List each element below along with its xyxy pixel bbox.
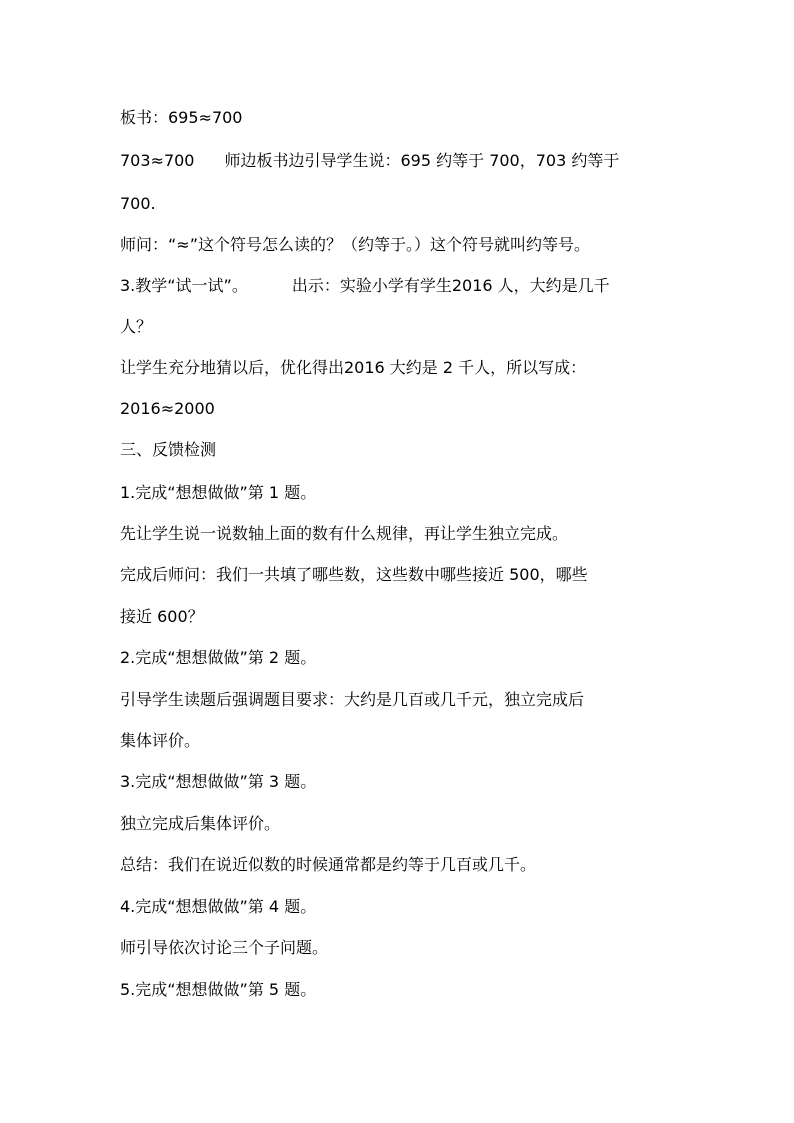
- text-segment: 师边板书边引导学生说：695 约等于 700，703 约等于: [224, 151, 620, 170]
- text-line: 师问：“≈”这个符号怎么读的？（约等于。）这个符号就叫约等号。: [120, 235, 590, 254]
- text-line: [120, 276, 610, 296]
- text-line: 引导学生读题后强调题目要求：大约是几百或几千元，独立完成后: [120, 690, 585, 709]
- text-line: 人？: [120, 317, 153, 336]
- text-line: [120, 151, 619, 171]
- text-line: 独立完成后集体评价。: [120, 814, 281, 833]
- text-line: 总结：我们在说近似数的时候通常都是约等于几百或几千。: [120, 855, 537, 874]
- text-line: 4.完成“想想做做”第 4 题。: [120, 897, 317, 916]
- text-line: 完成后师问：我们一共填了哪些数，这些数中哪些接近 500，哪些: [120, 565, 588, 584]
- text-line: 接近 600？: [120, 607, 204, 626]
- text-line: 集体评价。: [120, 731, 201, 750]
- text-line: 先让学生说一说数轴上面的数有什么规律，再让学生独立完成。: [120, 524, 569, 543]
- text-line: 5.完成“想想做做”第 5 题。: [120, 980, 317, 999]
- text-line: 2.完成“想想做做”第 2 题。: [120, 648, 317, 667]
- equation: 703≈700: [120, 151, 195, 170]
- text-line: 2016≈2000: [120, 399, 215, 418]
- text-line: 师引导依次讨论三个子问题。: [120, 938, 329, 957]
- text-segment: 出示：实验小学有学生2016 人，大约是几千: [291, 276, 610, 295]
- section-heading: 3.教学“试一试”。: [120, 276, 248, 295]
- text-line: 700.: [120, 194, 156, 213]
- text-line: 让学生充分地猜以后，优化得出2016 大约是 2 千人，所以写成：: [120, 358, 587, 377]
- section-heading: 三、反馈检测: [120, 440, 217, 459]
- text-line: 板书：695≈700: [120, 108, 243, 127]
- text-line: 3.完成“想想做做”第 3 题。: [120, 772, 317, 791]
- text-line: 1.完成“想想做做”第 1 题。: [120, 483, 317, 502]
